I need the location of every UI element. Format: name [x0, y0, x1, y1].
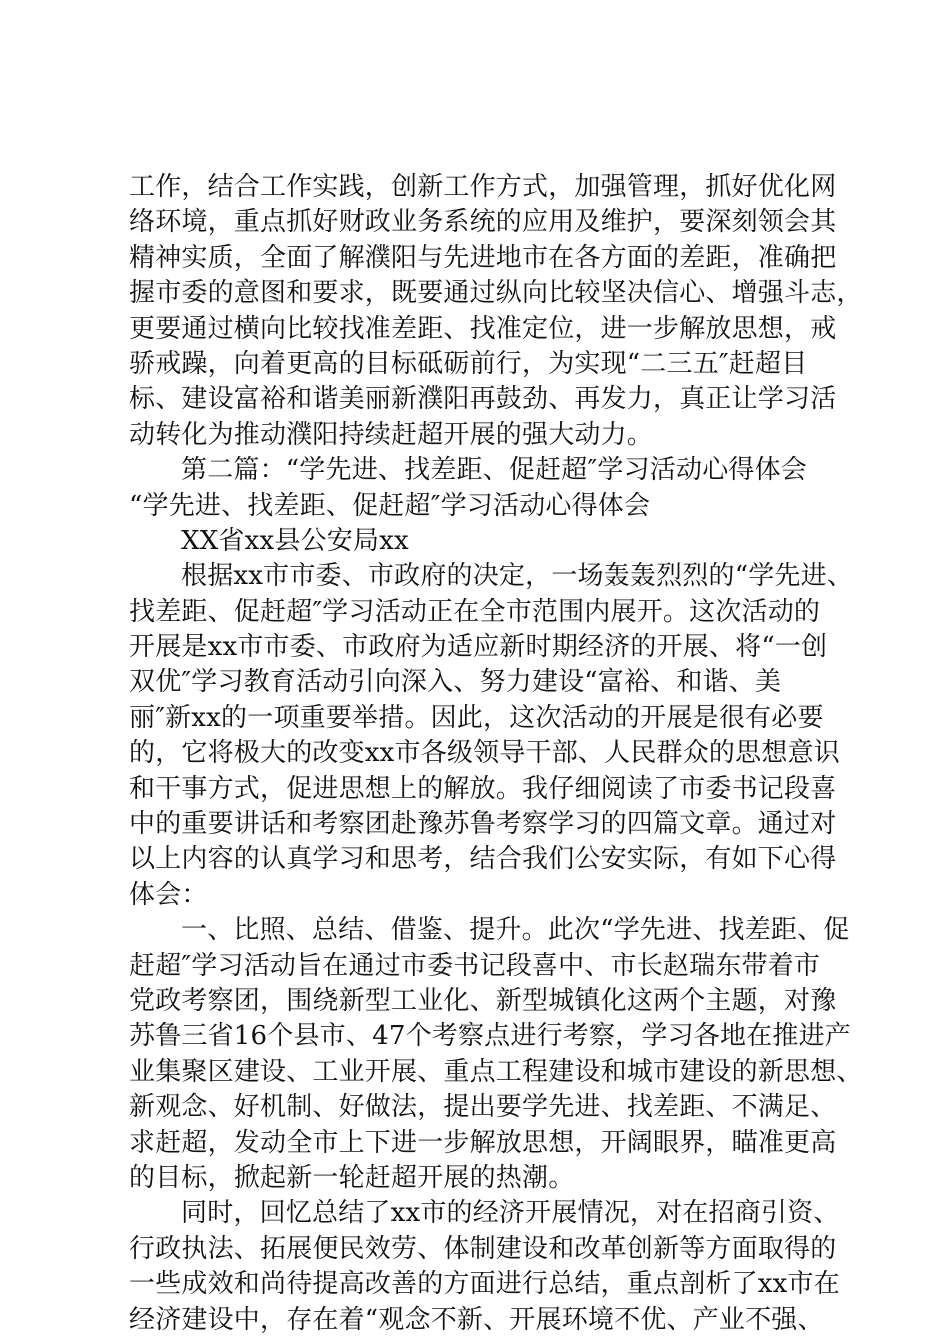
text-line: 一些成效和尚待提高改善的方面进行总结，重点剖析了xx市在: [129, 1269, 840, 1300]
text-line: 动转化为推动濮阳持续赶超开展的强大动力。: [129, 419, 654, 450]
text-line: 业集聚区建设、工业开展、重点工程建设和城市建设的新思想、: [129, 1056, 863, 1087]
text-line: 骄戒躁，向着更高的目标砥砺前行，为实现“二三五″赶超目: [129, 348, 808, 379]
text-line: 络环境，重点抓好财政业务系统的应用及维护，要深刻领会其: [129, 207, 837, 238]
text-line: “学先进、找差距、促赶超″学习活动心得体会: [129, 490, 651, 521]
text-line: 第二篇：“学先进、找差距、促赶超″学习活动心得体会: [181, 455, 808, 486]
text-line: 经济建设中，存在着“观念不新、开展环境不优、产业不强、: [129, 1304, 824, 1335]
text-line: 行政执法、拓展便民效劳、体制建设和改革创新等方面取得的: [129, 1233, 837, 1264]
text-line: 双优″学习教育活动引向深入、努力建设“富裕、和谐、美: [129, 667, 782, 698]
text-line: 党政考察团，围绕新型工业化、新型城镇化这两个主题，对豫: [129, 985, 837, 1016]
text-line: 和干事方式，促进思想上的解放。我仔细阅读了市委书记段喜: [129, 773, 837, 804]
document-body: [129, 170, 863, 1338]
text-line: 握市委的意图和要求，既要通过纵向比较坚决信心、增强斗志，: [129, 278, 863, 309]
text-line: 体会：: [129, 879, 208, 910]
text-line: 同时，回忆总结了xx市的经济开展情况，对在招商引资、: [181, 1198, 840, 1229]
text-line: 中的重要讲话和考察团赴豫苏鲁考察学习的四篇文章。通过对: [129, 809, 837, 840]
text-line: 赶超″学习活动旨在通过市委书记段喜中、市长赵瑞东带着市: [129, 950, 821, 981]
text-line: 开展是xx市市委、市政府为适应新时期经济的开展、将“一创: [129, 632, 828, 663]
text-line: 更要通过横向比较找准差距、找准定位，进一步解放思想，戒: [129, 313, 837, 344]
text-line: 的目标，掀起新一轮赶超开展的热潮。: [129, 1162, 575, 1193]
text-line: 根据xx市市委、市政府的决定，一场轰轰烈烈的“学先进、: [181, 561, 854, 592]
text-line: 标、建设富裕和谐美丽新濮阳再鼓劲、再发力，真正让学习活: [129, 384, 837, 415]
text-line: XX省xx县公安局xx: [181, 525, 409, 556]
text-line: 工作，结合工作实践，创新工作方式，加强管理，抓好优化网: [129, 172, 837, 202]
text-line: 求赶超，发动全市上下进一步解放思想，开阔眼界，瞄准更高: [129, 1127, 837, 1158]
text-line: 丽″新xx的一项重要举措。因此，这次活动的开展是很有必要: [129, 702, 824, 733]
text-line: 精神实质，全面了解濮阳与先进地市在各方面的差距，准确把: [129, 242, 837, 273]
text-line: 以上内容的认真学习和思考，结合我们公安实际，有如下心得: [129, 844, 837, 875]
text-line: 一、比照、总结、借鉴、提升。此次“学先进、找差距、促: [181, 915, 850, 946]
text-line: 苏鲁三省16个县市、47个考察点进行考察，学习各地在推进产: [129, 1021, 851, 1052]
text-line: 新观念、好机制、好做法，提出要学先进、找差距、不满足、: [129, 1092, 837, 1123]
text-line: 的，它将极大的改变xx市各级领导干部、人民群众的思想意识: [129, 738, 840, 769]
text-line: 找差距、促赶超″学习活动正在全市范围内展开。这次活动的: [129, 596, 821, 627]
